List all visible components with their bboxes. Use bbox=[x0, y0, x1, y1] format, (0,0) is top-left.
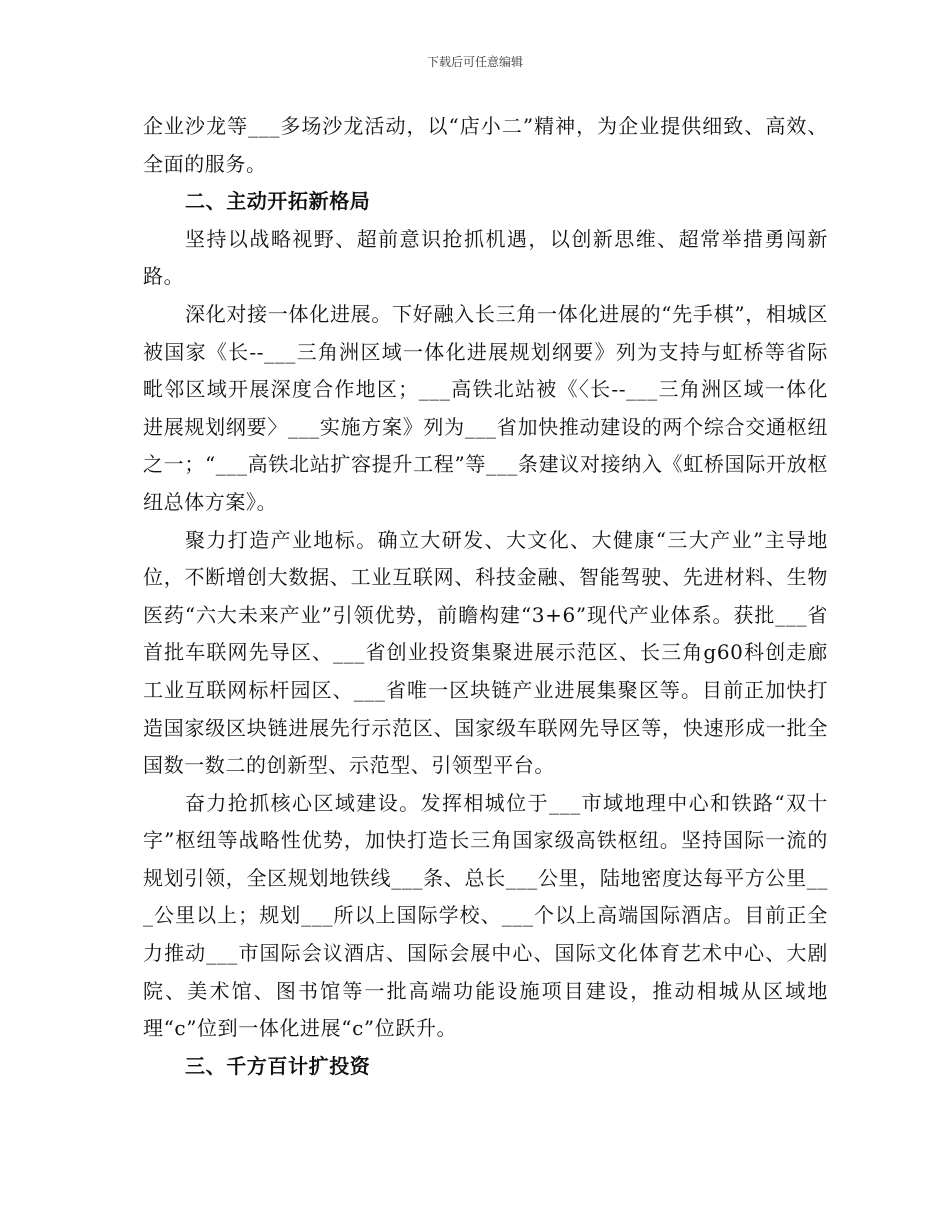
section-heading-3: 三、千方百计扩投资 bbox=[185, 1053, 371, 1078]
paragraph-core-area: 奋力抢抓核心区域建设。发挥相城位于___市域地理中心和铁路“双十字”枢纽等战略性优势，加快打造长三角国家级高铁枢纽。坚持国际一流的规划引领，全区规划地铁线___条、总长___公里，陆地密度达每平方公里___公里以上；规划___所以上国际学校、___个以上高端国际酒店。目前正全力推动___市国际会议酒店、国际会展中心、国际文化体育艺术中心、大剧院、美术馆、图书馆等一批高端功能设施项目建设，推动相城从区域地理“c”位到一体化进展“c”位跃升。 bbox=[143, 790, 828, 1041]
paragraph-integration: 深化对接一体化进展。下好融入长三角一体化进展的“先手棋”，相城区被国家《长--___三角洲区域一体化进展规划纲要》列为支持与虹桥等省际毗邻区域开展深度合作地区；___高铁北站被《〈长--___三角洲区域一体化进展规划纲要〉___实施方案》列为___省加快推动建设的两个综合交通枢纽之一；“___高铁北站扩容提升工程”等___条建议对接纳入《虹桥国际开放枢纽总体方案》。 bbox=[143, 301, 828, 514]
paragraph-intro: 坚持以战略视野、超前意识抢抓机遇，以创新思维、超常举措勇闯新路。 bbox=[143, 226, 828, 289]
paragraph-continued: 企业沙龙等___多场沙龙活动，以“店小二”精神，为企业提供细致、高效、全面的服务。 bbox=[143, 114, 828, 176]
document-body bbox=[143, 108, 828, 1085]
page-header-note: 下载后可任意编辑 bbox=[426, 55, 523, 69]
section-heading-2: 二、主动开拓新格局 bbox=[185, 189, 371, 214]
paragraph-industry: 聚力打造产业地标。确立大研发、大文化、大健康“三大产业”主导地位，不断增创大数据、工业互联网、科技金融、智能驾驶、先进材料、生物医药“六大未来产业”引领优势，前瞻构建“3+6”现代产业体系。获批___省首批车联网先导区、___省创业投资集聚进展示范区、长三角g60科创走廊工业互联网标杆园区、___省唯一区块链产业进展集聚区等。目前正加快打造国家级区块链进展先行示范区、国家级车联网先导区等，快速形成一批全国数一数二的创新型、示范型、引领型平台。 bbox=[143, 527, 828, 778]
